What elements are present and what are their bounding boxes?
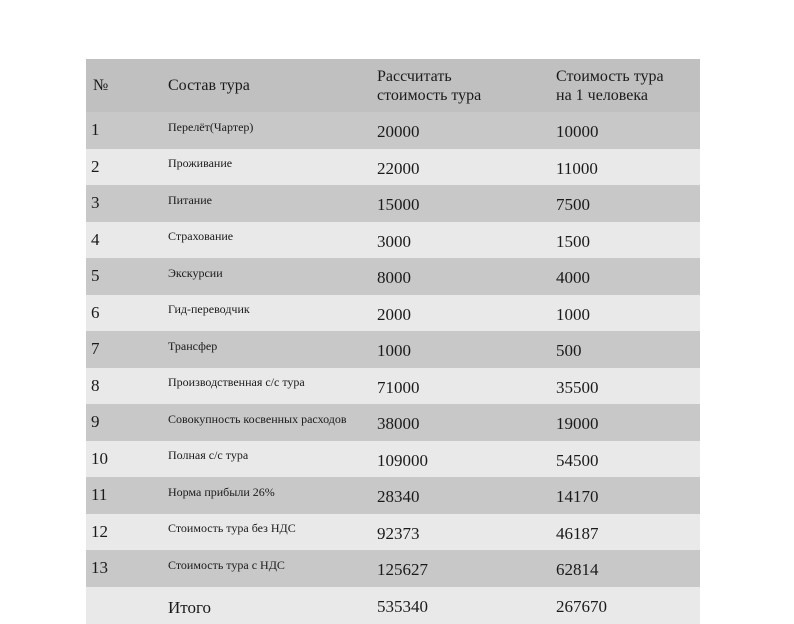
row-total-cost: 2000 [375,295,553,332]
total-per-person-value: 267670 [553,587,700,624]
total-row [86,587,700,624]
row-number: 9 [86,404,163,441]
row-per-person-cost: 4000 [553,258,700,295]
row-name: Совокупность косвенных расходов [163,404,375,441]
header-calc-cost [375,59,553,112]
row-number: 4 [86,222,163,259]
row-number: 12 [86,514,163,551]
row-number: 5 [86,258,163,295]
row-name: Гид-переводчик [163,295,375,332]
table-row [86,514,700,551]
row-total-cost: 1000 [375,331,553,368]
table-row [86,477,700,514]
header-per-person-line1: Стоимость тура [556,67,664,85]
row-total-cost: 125627 [375,550,553,587]
row-name: Стоимость тура с НДС [163,550,375,587]
header-number: № [86,59,163,112]
row-name: Проживание [163,149,375,186]
row-total-cost: 28340 [375,477,553,514]
row-number: 2 [86,149,163,186]
total-label: Итого [163,587,375,624]
row-number: 1 [86,112,163,149]
table-row [86,258,700,295]
total-cost-value: 535340 [375,587,553,624]
row-total-cost: 15000 [375,185,553,222]
row-number: 13 [86,550,163,587]
header-calc-cost-line2: стоимость тура [377,86,482,104]
table-row [86,441,700,478]
row-number: 11 [86,477,163,514]
row-per-person-cost: 1500 [553,222,700,259]
row-name: Страхование [163,222,375,259]
row-per-person-cost: 54500 [553,441,700,478]
row-total-cost: 71000 [375,368,553,405]
row-total-cost: 3000 [375,222,553,259]
header-per-person-line2: на 1 человека [556,86,648,104]
header-per-person-cost [553,59,700,112]
table-row [86,404,700,441]
row-per-person-cost: 1000 [553,295,700,332]
table-row [86,185,700,222]
table-row [86,368,700,405]
total-number-cell [86,587,163,624]
row-name: Норма прибыли 26% [163,477,375,514]
table-row [86,112,700,149]
row-per-person-cost: 62814 [553,550,700,587]
row-number: 7 [86,331,163,368]
table-row [86,331,700,368]
row-name: Экскурсии [163,258,375,295]
table-row [86,295,700,332]
row-total-cost: 92373 [375,514,553,551]
table-body [86,112,700,587]
row-name: Стоимость тура без НДС [163,514,375,551]
row-per-person-cost: 46187 [553,514,700,551]
table-row [86,550,700,587]
row-total-cost: 22000 [375,149,553,186]
row-per-person-cost: 10000 [553,112,700,149]
row-number: 8 [86,368,163,405]
table-row [86,149,700,186]
row-per-person-cost: 500 [553,331,700,368]
header-calc-cost-line1: Рассчитать [377,67,452,85]
row-per-person-cost: 11000 [553,149,700,186]
row-name: Полная с/с тура [163,441,375,478]
tour-cost-table [86,59,700,624]
row-number: 10 [86,441,163,478]
row-total-cost: 20000 [375,112,553,149]
row-total-cost: 109000 [375,441,553,478]
row-name: Трансфер [163,331,375,368]
row-number: 6 [86,295,163,332]
table-header-row [86,59,700,112]
row-name: Перелёт(Чартер) [163,112,375,149]
row-total-cost: 8000 [375,258,553,295]
row-name: Производственная с/с тура [163,368,375,405]
table-row [86,222,700,259]
row-per-person-cost: 19000 [553,404,700,441]
row-per-person-cost: 35500 [553,368,700,405]
row-per-person-cost: 7500 [553,185,700,222]
row-per-person-cost: 14170 [553,477,700,514]
header-composition: Состав тура [163,59,375,112]
row-total-cost: 38000 [375,404,553,441]
row-number: 3 [86,185,163,222]
row-name: Питание [163,185,375,222]
